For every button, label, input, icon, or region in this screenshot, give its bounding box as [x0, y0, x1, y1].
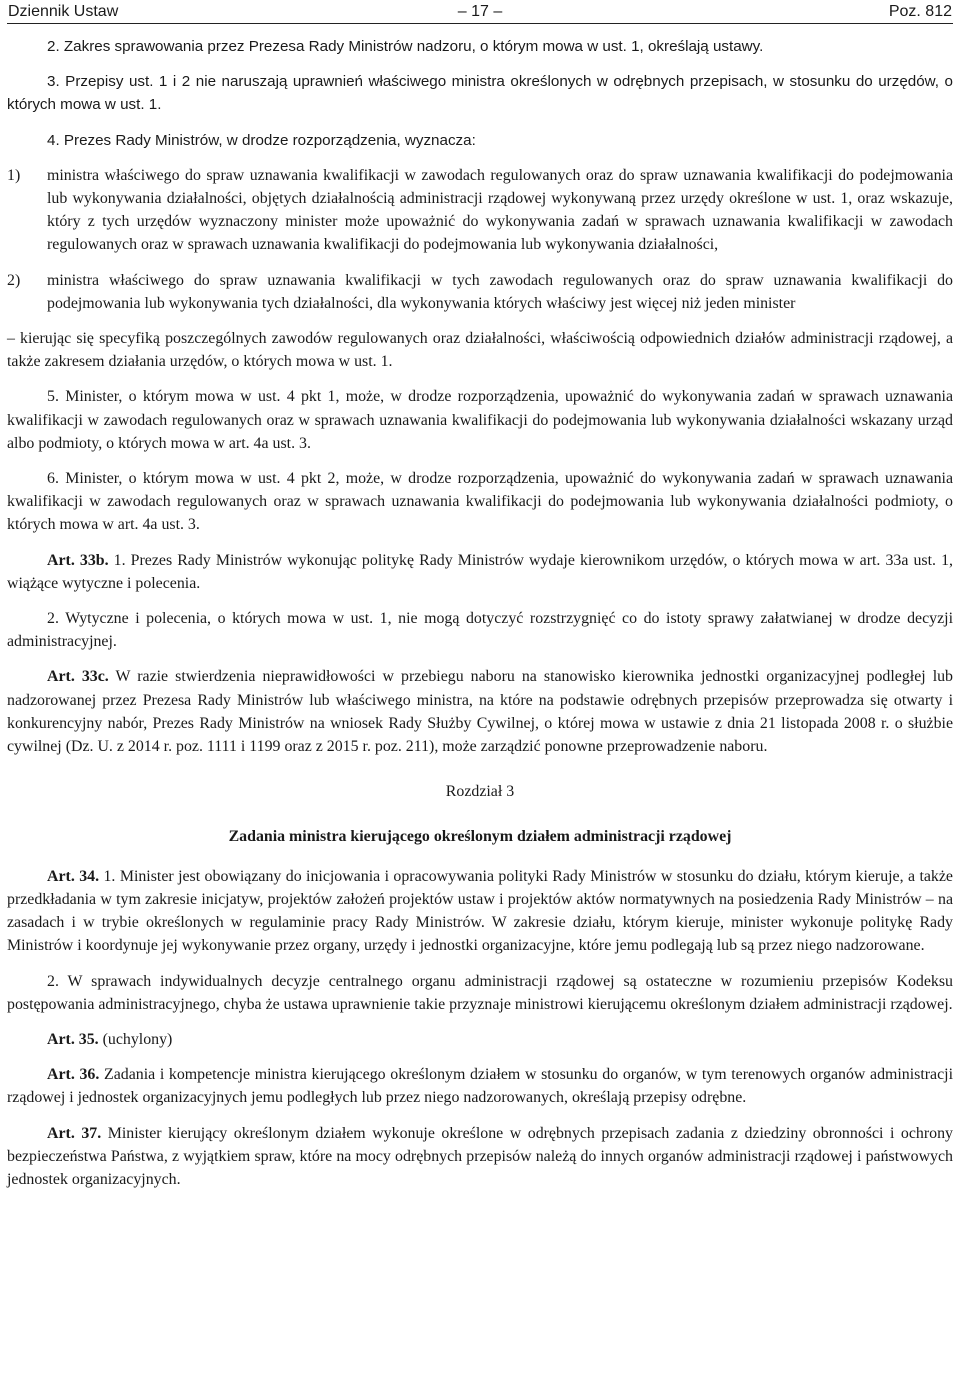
paragraph-art33a-2: 2. Zakres sprawowania przez Prezesa Rady Ministrów nadzoru, o którym mowa w ust. 1, określają ustawy. [47, 38, 764, 55]
article-text: W razie stwierdzenia nieprawidłowości w przebiegu naboru na stanowisko kierownika jednostki organizacyjnej podległej lub nadzorowanej przez Prezesa Rady Ministrów lub właściwego ministra, na które na podstawie odrębnych przepisów przeprowadza się otwarty i konkurencyjny nabór, Prezes Rady Ministrów na wniosek Rady Służby Cywilnej, o której mowa w ustawie z dnia 21 listopada 2008 r. o służbie cywilnej (Dz. U. z 2014 r. poz. 1111 i 1199 oraz z 2015 r. poz. 211), może zarządzić ponowne przeprowadzenie naboru. [7, 668, 953, 756]
article-label: Art. 33c. [47, 668, 109, 686]
article-label: Art. 36. [47, 1066, 100, 1084]
article-text: (uchylony) [98, 1030, 173, 1048]
article-label: Art. 34. [47, 867, 100, 885]
article-text: 1. Prezes Rady Ministrów wykonując politykę Rady Ministrów wydaje kierownikom urzędów, o których mowa w art. 33a ust. 1, wiążące wytyczne i polecenia. [7, 551, 953, 592]
list-item-number: 2) [7, 271, 21, 289]
list-item-1 [7, 164, 953, 257]
article-label: Art. 33b. [47, 551, 109, 569]
article-37 [7, 1122, 953, 1192]
journal-title: Dziennik Ustaw [8, 3, 119, 20]
page-number: – 17 – [457, 3, 503, 20]
article-35 [7, 1028, 953, 1051]
position-number: Poz. 812 [888, 3, 952, 20]
article-36 [7, 1063, 953, 1109]
paragraph-art33a-4: 4. Prezes Rady Ministrów, w drodze rozporządzenia, wyznacza: [47, 131, 476, 149]
article-text: Minister kierujący określonym działem wykonuje określone w odrębnych przepisach zadania z dziedziny obronności i ochrony bezpieczeństwa Państwa, z wyjątkiem spraw, które na mocy odrębnych przepisów należą do innych organów administracji rządowej i państwowych jednostek organizacyjnych. [7, 1124, 953, 1188]
article-34 [7, 865, 953, 958]
list-item-number: 1) [7, 166, 21, 184]
list-item-text: ministra właściwego do spraw uznawania kwalifikacji w tych zawodach regulowanych oraz do spraw uznawania kwalifikacji do podejmowania lub wykonywania tych działalności, dla wykonywania których właściwy jest więcej niż jeden minister [47, 271, 953, 312]
paragraph-art34-2: 2. W sprawach indywidualnych decyzje centralnego organu administracji rządowej są ostateczne w rozumieniu przepisów Kodeksu postępowania administracyjnego, chyba że ustawa uprawnienie takie przyznaje ministrowi kierującemu określonym działem administracji rządowej. [7, 972, 953, 1013]
page-header [7, 0, 953, 24]
paragraph-art33b-2: 2. Wytyczne i polecenia, o których mowa w ust. 1, nie mogą dotyczyć rozstrzygnięć co do istoty sprawy załatwianej w drodze decyzji administracyjnej. [7, 610, 953, 651]
article-33c [7, 665, 953, 758]
article-text: 1. Minister jest obowiązany do inicjowania i opracowywania polityki Rady Ministrów w stosunku do działu, którym kieruje, a także przedkładania w tym zakresie inicjatyw, projektów założeń projektów ustaw i projektów aktów normatywnych na posiedzenia Rady Ministrów – na zasadach i w trybie określonych w regulaminie pracy Rady Ministrów. W zakresie działu, którym kieruje, minister wykonuje politykę Rady Ministrów i koordynuje jej wykonywanie przez organy, urzędy i jednostki organizacyjne, które jemu podlegają lub są przez niego nadzorowane. [7, 867, 953, 955]
article-label: Art. 37. [47, 1124, 102, 1142]
chapter-title: Zadania ministra kierującego określonym działem administracji rządowej [228, 828, 732, 846]
paragraph-art33a-5: 5. Minister, o którym mowa w ust. 4 pkt 1, może, w drodze rozporządzenia, upoważnić do wykonywania zadań w sprawach uznawania kwalifikacji w zawodach regulowanych oraz w sprawach uznawania kwalifikacji do podejmowania lub wykonywania działalności wskazany urząd albo podmioty, o których mowa w art. 4a ust. 3. [7, 388, 953, 452]
article-label: Art. 35. [47, 1030, 99, 1048]
article-text: Zadania i kompetencje ministra kierującego określonym działem w stosunku do organów, w tym terenowych organów administracji rządowej i jednostek organizacyjnych jemu podległych lub przez niego nadzorowanych, określają przepisy odrębne. [7, 1066, 953, 1107]
paragraph-art33a-6: 6. Minister, o którym mowa w ust. 4 pkt 2, może, w drodze rozporządzenia, upoważnić do wykonywania zadań w sprawach uznawania kwalifikacji w zawodach regulowanych oraz w sprawach uznawania kwalifikacji do podejmowania lub wykonywania działalności podmioty, o których mowa w art. 4a ust. 3. [7, 470, 953, 534]
chapter-number: Rozdział 3 [445, 783, 515, 801]
article-33b [7, 549, 953, 595]
list-item-2 [7, 269, 953, 315]
paragraph-closing-clause: – kierując się specyfiką poszczególnych zawodów regulowanych oraz działalności, właściwością odpowiednich działów administracji rządowej, a także zakresem działania urzędów, o których mowa w ust. 1. [7, 330, 953, 371]
list-item-text: ministra właściwego do spraw uznawania kwalifikacji w zawodach regulowanych oraz do spraw uznawania kwalifikacji do podejmowania lub wykonywania działalności, objętych działalnością administracji rządowej wykonywaną przez urzędy określone w ust. 1, oraz wskazuje, który z tych urzędów wyznaczony minister może upoważnić do wykonywania zadań w sprawach uznawania kwalifikacji w zawodach regulowanych oraz w sprawach uznawania kwalifikacji do podejmowania lub wykonywania działalności, [47, 166, 953, 254]
paragraph-art33a-3: 3. Przepisy ust. 1 i 2 nie naruszają uprawnień właściwego ministra określonych w odrębnych przepisach, w stosunku do urzędów, o których mowa w ust. 1. [7, 73, 953, 114]
